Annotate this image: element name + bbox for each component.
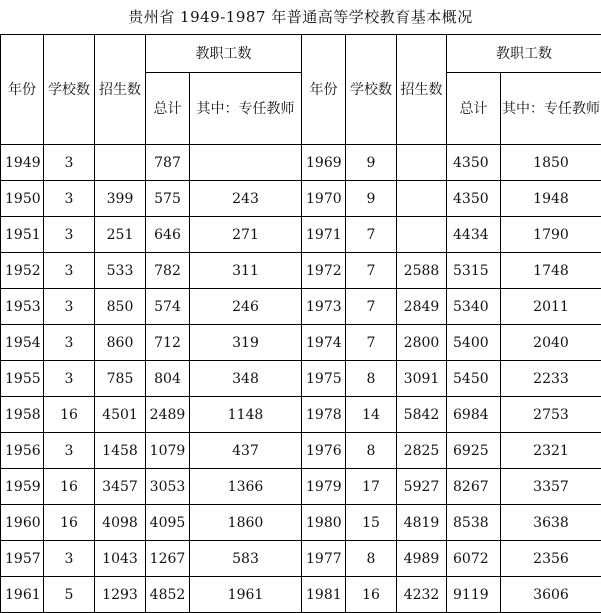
cell-fulltime-left: [190, 145, 302, 181]
cell-schools-left: 16: [44, 469, 95, 505]
header-fulltime-right: 其中：专任教师: [501, 73, 601, 145]
cell-schools-left: 3: [44, 325, 95, 361]
cell-total-left: 4852: [146, 577, 190, 613]
table-row: [1, 145, 601, 181]
cell-year-left: 1952: [1, 253, 44, 289]
cell-total-right: 8267: [447, 469, 501, 505]
cell-enroll-left: 1458: [95, 433, 146, 469]
cell-enroll-left: 785: [95, 361, 146, 397]
cell-total-left: 782: [146, 253, 190, 289]
cell-fulltime-left: 1961: [190, 577, 302, 613]
table-row: [1, 217, 601, 253]
cell-enroll-right: 2588: [397, 253, 447, 289]
cell-fulltime-right: 1790: [501, 217, 601, 253]
header-year-right: 年份: [302, 35, 346, 145]
cell-enroll-right: 2800: [397, 325, 447, 361]
cell-enroll-right: 2825: [397, 433, 447, 469]
header-total-left: 总计: [146, 73, 190, 145]
header-schools-left: 学校数: [44, 35, 95, 145]
cell-year-right: 1970: [302, 181, 346, 217]
cell-enroll-left: 1293: [95, 577, 146, 613]
table-row: [1, 325, 601, 361]
cell-schools-right: 17: [346, 469, 397, 505]
cell-enroll-left: 4098: [95, 505, 146, 541]
cell-total-right: 4434: [447, 217, 501, 253]
cell-year-left: 1954: [1, 325, 44, 361]
cell-enroll-right: 2849: [397, 289, 447, 325]
cell-fulltime-left: 319: [190, 325, 302, 361]
cell-year-right: 1971: [302, 217, 346, 253]
cell-year-right: 1977: [302, 541, 346, 577]
cell-year-right: 1974: [302, 325, 346, 361]
cell-schools-right: 14: [346, 397, 397, 433]
cell-total-left: 712: [146, 325, 190, 361]
cell-year-right: 1969: [302, 145, 346, 181]
table-row: [1, 253, 601, 289]
cell-fulltime-right: 2233: [501, 361, 601, 397]
cell-enroll-right: [397, 181, 447, 217]
cell-total-left: 4095: [146, 505, 190, 541]
cell-year-right: 1980: [302, 505, 346, 541]
header-staff-right: 教职工数: [447, 35, 601, 73]
header-enroll-left: 招生数: [95, 35, 146, 145]
cell-fulltime-left: 311: [190, 253, 302, 289]
cell-fulltime-right: 3638: [501, 505, 601, 541]
cell-total-right: 5315: [447, 253, 501, 289]
cell-enroll-left: 399: [95, 181, 146, 217]
cell-enroll-right: 4819: [397, 505, 447, 541]
cell-total-right: 6072: [447, 541, 501, 577]
cell-year-left: 1951: [1, 217, 44, 253]
cell-total-right: 6984: [447, 397, 501, 433]
cell-fulltime-left: 437: [190, 433, 302, 469]
cell-year-right: 1976: [302, 433, 346, 469]
cell-total-left: 1079: [146, 433, 190, 469]
cell-year-left: 1960: [1, 505, 44, 541]
cell-total-right: 9119: [447, 577, 501, 613]
cell-schools-right: 15: [346, 505, 397, 541]
header-fulltime-left: 其中：专任教师: [190, 73, 302, 145]
cell-schools-right: 8: [346, 541, 397, 577]
cell-schools-right: 8: [346, 433, 397, 469]
cell-schools-right: 7: [346, 289, 397, 325]
cell-schools-left: 3: [44, 361, 95, 397]
cell-year-left: 1949: [1, 145, 44, 181]
cell-fulltime-left: 246: [190, 289, 302, 325]
cell-enroll-left: 860: [95, 325, 146, 361]
cell-enroll-left: 850: [95, 289, 146, 325]
cell-fulltime-right: 1948: [501, 181, 601, 217]
cell-schools-right: 7: [346, 325, 397, 361]
cell-enroll-left: 533: [95, 253, 146, 289]
cell-year-left: 1956: [1, 433, 44, 469]
cell-year-left: 1959: [1, 469, 44, 505]
cell-fulltime-right: 2321: [501, 433, 601, 469]
cell-fulltime-right: 2011: [501, 289, 601, 325]
cell-schools-right: 7: [346, 217, 397, 253]
cell-total-left: 646: [146, 217, 190, 253]
cell-schools-left: 3: [44, 433, 95, 469]
page-title: 贵州省 1949-1987 年普通高等学校教育基本概况: [0, 6, 601, 27]
cell-enroll-right: 4232: [397, 577, 447, 613]
cell-fulltime-left: 1366: [190, 469, 302, 505]
cell-total-right: 6925: [447, 433, 501, 469]
cell-fulltime-right: 3357: [501, 469, 601, 505]
cell-enroll-right: 5842: [397, 397, 447, 433]
cell-schools-right: 8: [346, 361, 397, 397]
table-row: [1, 577, 601, 613]
table-row: [1, 289, 601, 325]
header-staff-left: 教职工数: [146, 35, 302, 73]
header-year-left: 年份: [1, 35, 44, 145]
cell-enroll-left: 1043: [95, 541, 146, 577]
cell-year-left: 1961: [1, 577, 44, 613]
cell-year-left: 1955: [1, 361, 44, 397]
cell-total-left: 804: [146, 361, 190, 397]
cell-year-left: 1950: [1, 181, 44, 217]
cell-schools-right: 7: [346, 253, 397, 289]
cell-enroll-right: 3091: [397, 361, 447, 397]
cell-enroll-right: [397, 217, 447, 253]
cell-total-left: 1267: [146, 541, 190, 577]
cell-year-left: 1957: [1, 541, 44, 577]
table-row: [1, 541, 601, 577]
cell-total-right: 4350: [447, 145, 501, 181]
header-enroll-right: 招生数: [397, 35, 447, 145]
table-row: [1, 469, 601, 505]
cell-total-left: 574: [146, 289, 190, 325]
cell-year-right: 1981: [302, 577, 346, 613]
cell-schools-right: 9: [346, 181, 397, 217]
cell-schools-left: 3: [44, 181, 95, 217]
cell-fulltime-left: 243: [190, 181, 302, 217]
cell-year-right: 1978: [302, 397, 346, 433]
table-row: [1, 433, 601, 469]
cell-fulltime-right: 2040: [501, 325, 601, 361]
cell-total-right: 5400: [447, 325, 501, 361]
cell-fulltime-left: 583: [190, 541, 302, 577]
cell-enroll-right: [397, 145, 447, 181]
table-row: [1, 397, 601, 433]
cell-total-left: 787: [146, 145, 190, 181]
cell-schools-right: 16: [346, 577, 397, 613]
cell-total-right: 5450: [447, 361, 501, 397]
cell-fulltime-left: 271: [190, 217, 302, 253]
cell-year-left: 1953: [1, 289, 44, 325]
cell-total-left: 575: [146, 181, 190, 217]
cell-enroll-right: 5927: [397, 469, 447, 505]
cell-fulltime-right: 2356: [501, 541, 601, 577]
cell-total-left: 3053: [146, 469, 190, 505]
cell-schools-left: 16: [44, 397, 95, 433]
education-stats-table: [0, 34, 601, 613]
cell-schools-left: 3: [44, 217, 95, 253]
cell-schools-left: 3: [44, 253, 95, 289]
cell-year-right: 1972: [302, 253, 346, 289]
cell-enroll-left: 3457: [95, 469, 146, 505]
cell-schools-left: 3: [44, 145, 95, 181]
cell-fulltime-left: 348: [190, 361, 302, 397]
table-row: [1, 181, 601, 217]
cell-schools-left: 16: [44, 505, 95, 541]
cell-schools-right: 9: [346, 145, 397, 181]
cell-schools-left: 5: [44, 577, 95, 613]
cell-total-right: 5340: [447, 289, 501, 325]
cell-fulltime-left: 1860: [190, 505, 302, 541]
header-total-right: 总计: [447, 73, 501, 145]
cell-enroll-right: 4989: [397, 541, 447, 577]
cell-enroll-left: 251: [95, 217, 146, 253]
cell-fulltime-left: 1148: [190, 397, 302, 433]
cell-schools-left: 3: [44, 541, 95, 577]
cell-fulltime-right: 3606: [501, 577, 601, 613]
cell-year-right: 1975: [302, 361, 346, 397]
cell-fulltime-right: 1748: [501, 253, 601, 289]
cell-schools-left: 3: [44, 289, 95, 325]
cell-enroll-left: 4501: [95, 397, 146, 433]
cell-total-left: 2489: [146, 397, 190, 433]
cell-enroll-left: [95, 145, 146, 181]
header-schools-right: 学校数: [346, 35, 397, 145]
cell-year-right: 1979: [302, 469, 346, 505]
table-row: [1, 505, 601, 541]
cell-year-left: 1958: [1, 397, 44, 433]
cell-year-right: 1973: [302, 289, 346, 325]
table-row: [1, 361, 601, 397]
cell-total-right: 4350: [447, 181, 501, 217]
cell-fulltime-right: 1850: [501, 145, 601, 181]
cell-total-right: 8538: [447, 505, 501, 541]
cell-fulltime-right: 2753: [501, 397, 601, 433]
